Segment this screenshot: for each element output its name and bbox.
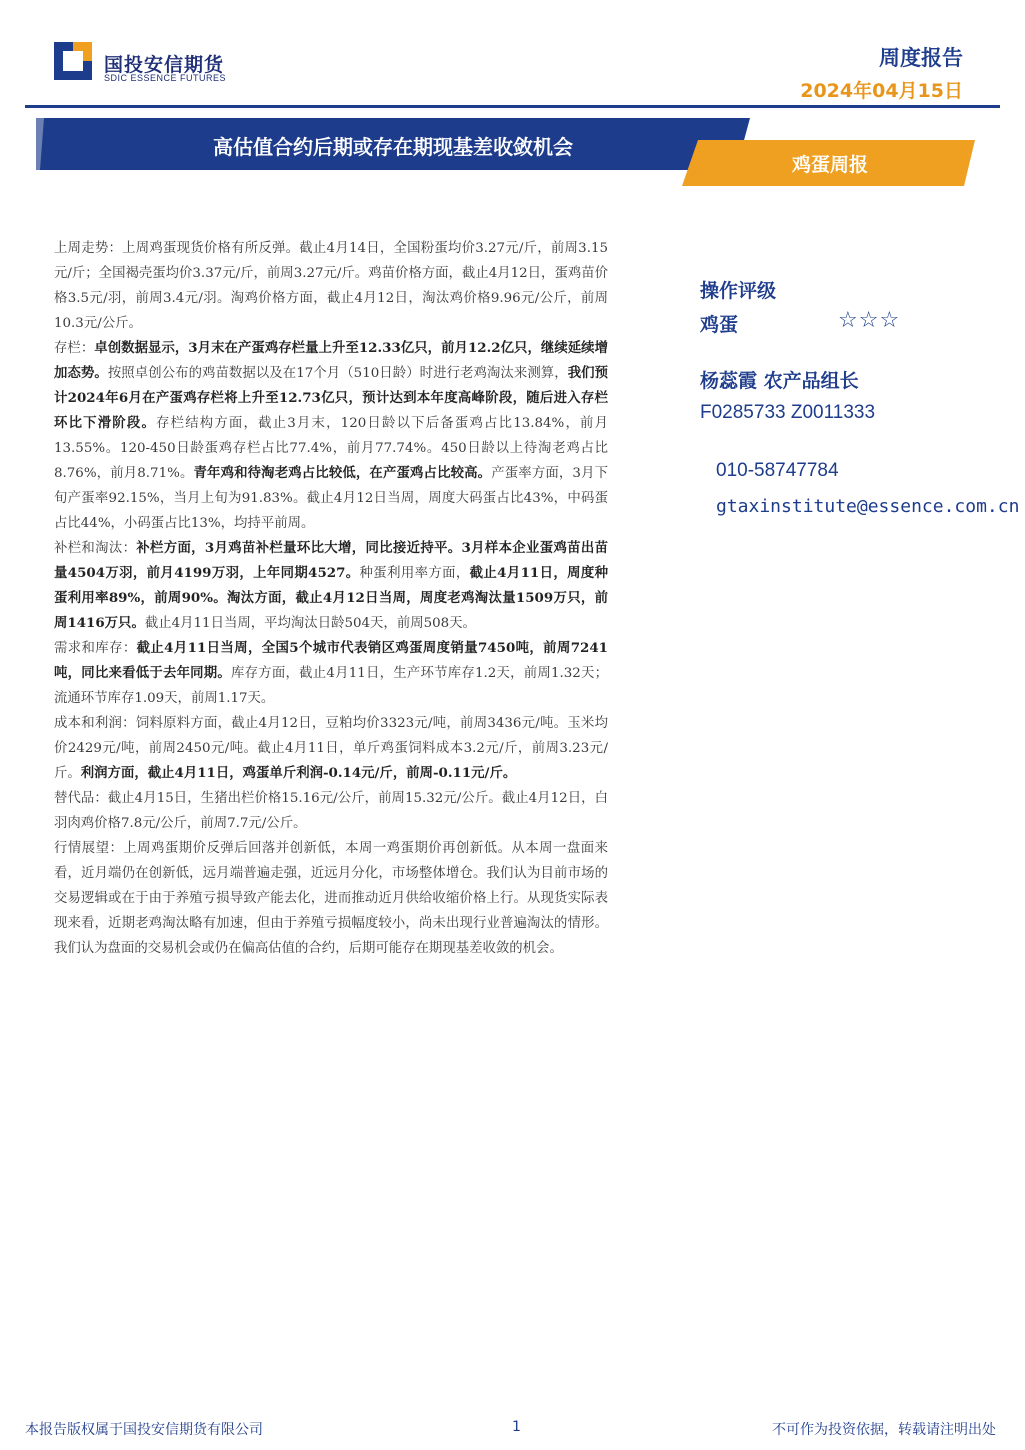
contact-phone: 010-58747784 bbox=[716, 460, 839, 481]
section-demand-stock: 需求和库存：截止4月11日当周，全国5个城市代表销区鸡蛋周度销量7450吨，前周7241吨，同比来看低于去年同期。库存方面，截止4月11日，生产环节库存1.2天，前周1.32天；流通环节库存1.09天，前周1.17天。 bbox=[54, 640, 609, 706]
section-restock-culling: 补栏和淘汰：补栏方面，3月鸡苗补栏量环比大增，同比接近持平。3月样本企业蛋鸡苗出苗量4504万羽，前月4199万羽，上年同期4527。种蛋利用率方面，截止4月11日，周度种蛋利用率89%，前周90%。淘汰方面，截止4月12日当周，周度老鸡淘汰量1509万只，前周1416万只。截止4月11日当周，平均淘汰日龄504天，前周508天。 bbox=[54, 540, 609, 631]
rating-heading: 操作评级 bbox=[700, 280, 777, 302]
analyst-cert-numbers: F0285733 Z0011333 bbox=[700, 402, 876, 423]
report-body bbox=[54, 236, 608, 961]
company-name-cn: 国投安信期货 bbox=[104, 54, 225, 76]
section-substitutes: 替代品：截止4月15日，生猪出栏价格15.16元/公斤，前周15.32元/公斤。截止4月12日，白羽肉鸡价格7.8元/公斤，前周7.7元/公斤。 bbox=[54, 791, 608, 831]
contact-email[interactable]: gtaxinstitute@essence.com.cn bbox=[716, 496, 1020, 517]
analyst-name: 杨蕊霞 农产品组长 bbox=[700, 370, 859, 392]
section-inventory: 存栏：卓创数据显示，3月末在产蛋鸡存栏量上升至12.33亿只，前月12.2亿只，继续延续增加态势。按照卓创公布的鸡苗数据以及在17个月（510日龄）时进行老鸡淘汰来测算，我们预计2024年6月在产蛋鸡存栏将上升至12.73亿只，预计达到本年度高峰阶段，随后进入存栏环比下滑阶段。存栏结构方面，截止3月末，120日龄以下后备蛋鸡占比13.84%，前月13.55%。120-450日龄蛋鸡存栏占比77.4%，前月77.74%。450日龄以上待淘老鸡占比8.76%，前月8.71%。青年鸡和待淘老鸡占比较低，在产蛋鸡占比较高。产蛋率方面，3月下旬产蛋率92.15%，当月上旬为91.83%。截止4月12日当周，周度大码蛋占比43%，中码蛋占比44%，小码蛋占比13%，均持平前周。 bbox=[54, 340, 609, 531]
report-type: 周度报告 bbox=[879, 46, 963, 70]
report-category-tag: 鸡蛋周报 bbox=[791, 154, 868, 176]
section-outlook: 行情展望：上周鸡蛋期价反弹后回落并创新低，本周一鸡蛋期价再创新低。从本周一盘面来看，近月端仍在创新低，远月端普遍走强，近远月分化，市场整体增仓。我们认为目前市场的交易逻辑或在于由于养殖亏损导致产能去化，进而推动近月供给收缩价格上行。从现货实际表现来看，近期老鸡淘汰略有加速，但由于养殖亏损幅度较小，尚未出现行业普遍淘汰的情形。我们认为盘面的交易机会或仍在偏高估值的合约，后期可能存在期现基差收敛的机会。 bbox=[54, 841, 608, 956]
section-cost-profit: 成本和利润：饲料原料方面，截止4月12日，豆粕均价3323元/吨，前周3436元/吨。玉米均价2429元/吨，前周2450元/吨。截止4月11日，单斤鸡蛋饲料成本3.2元/斤，前周3.23元/斤。利润方面，截止4月11日，鸡蛋单斤利润-0.14元/斤，前周-0.11元/斤。 bbox=[54, 716, 608, 781]
report-date: 2024年04月15日 bbox=[800, 80, 963, 102]
company-logo-icon bbox=[54, 42, 92, 80]
footer-disclaimer: 不可作为投资依据，转载请注明出处 bbox=[772, 1422, 996, 1438]
company-name-en: SDIC ESSENCE FUTURES bbox=[104, 73, 227, 83]
rating-stars-icon: ☆☆☆ bbox=[838, 308, 901, 333]
footer-copyright: 本报告版权属于国投安信期货有限公司 bbox=[25, 1422, 263, 1438]
rating-product: 鸡蛋 bbox=[700, 314, 739, 336]
report-title: 高估值合约后期或存在期现基差收敛机会 bbox=[213, 135, 573, 159]
section-weekly-trend: 上周走势：上周鸡蛋现货价格有所反弹。截止4月14日，全国粉蛋均价3.27元/斤，前周3.15元/斤；全国褐壳蛋均价3.37元/斤，前周3.27元/斤。鸡苗价格方面，截止4月12日，蛋鸡苗价格3.5元/羽，前周3.4元/羽。淘鸡价格方面，截止4月12日，淘汰鸡价格9.96元/公斤，前周10.3元/公斤。 bbox=[54, 241, 609, 331]
header-divider bbox=[25, 105, 1000, 108]
page-number: 1 bbox=[512, 1419, 521, 1435]
